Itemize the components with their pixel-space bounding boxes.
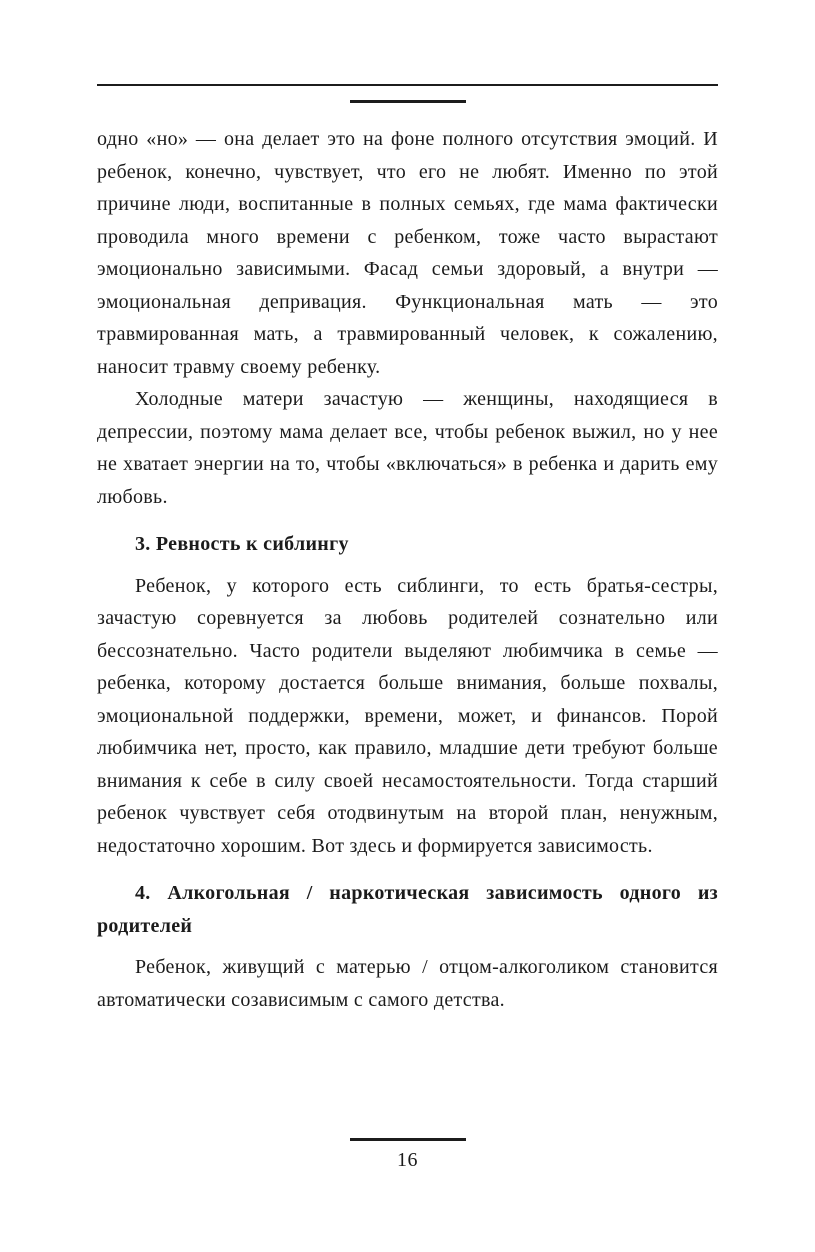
page-number: 16 [397,1149,418,1171]
footer-ornament-rule [350,1138,466,1141]
paragraph: Холодные матери зачастую — женщины, находящиеся в депрессии, поэтому мама делает все, чтобы ребенок выжил, но у нее не хватает энергии на то, чтобы «включаться» в ребенка и дарить ему любовь. [97,388,718,508]
page-body [97,123,718,1016]
paragraph: Ребенок, у которого есть сиблинги, то есть братья-сестры, зачастую соревнуется за любовь родителей сознательно или бессознательно. Часто родители выделяют любимчика в семье — ребенка, которому достается больше внимания, больше похвалы, эмоциональной поддержки, времени, может, и финансов. Порой любимчика нет, просто, как правило, младшие дети требуют больше внимания к себе в силу своей несамостоятельности. Тогда старший ребенок чувствует себя отодвинутым на второй план, ненужным, недостаточно хорошим. Вот здесь и формируется зависимость. [97,574,718,857]
header-ornament-rule [350,100,466,103]
section-heading-3: 3. Ревность к сиблингу [135,533,349,555]
page-footer [0,1138,815,1172]
section-heading-4: 4. Алкогольная / наркотическая зависимость одного из родителей [97,882,718,937]
book-page [97,0,718,1016]
header-rule [97,84,718,86]
paragraph-continuation: одно «но» — она делает это на фоне полного отсутствия эмоций. И ребенок, конечно, чувствует, что его не любят. Именно по этой причине люди, воспитанные в полных семьях, где мама фактически проводила много времени с ребенком, тоже часто вырастают эмоционально зависимыми. Фасад семьи здоровый, а внутри — эмоциональная депривация. Функциональная мать — это травмированная мать, а травмированный человек, к сожалению, наносит травму своему ребенку. [97,128,718,378]
paragraph: Ребенок, живущий с матерью / отцом-алкоголиком становится автоматически созависимым с самого детства. [97,956,718,1011]
